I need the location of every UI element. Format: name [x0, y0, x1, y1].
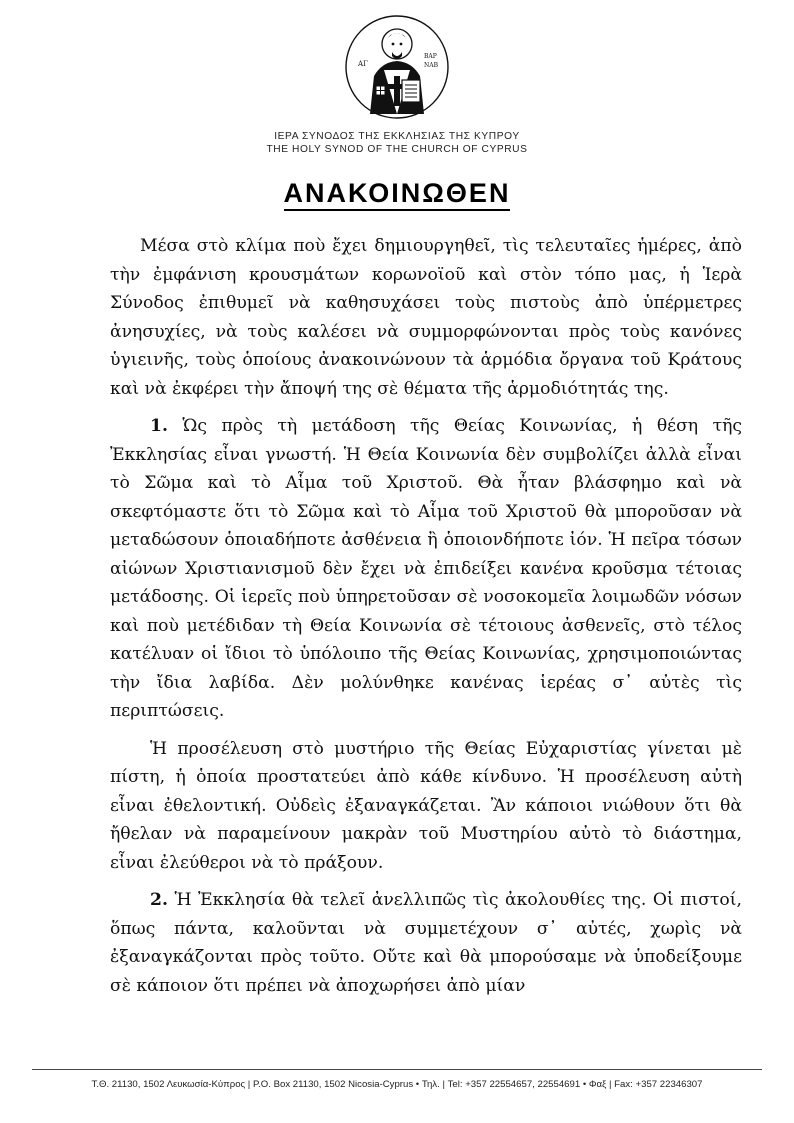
svg-text:ΑΓ: ΑΓ — [358, 60, 368, 68]
paragraph-2 — [110, 886, 742, 1000]
svg-text:ΒΑΡ: ΒΑΡ — [424, 53, 437, 60]
footer-divider — [32, 1069, 762, 1070]
saint-icon-seal — [344, 14, 450, 120]
paragraph-1 — [110, 412, 742, 726]
footer-contact: Τ.Θ. 21130, 1502 Λευκωσία-Κύπρος | P.O. Box 21130, 1502 Nicosia-Cyprus • Τηλ. | Tel: +357 22554657, 22554691 • Φαξ | Fax: +357 22346307 — [91, 1079, 703, 1090]
paragraph-2-text: Ἡ Ἐκκλησία θὰ τελεῖ ἀνελλιπῶς τὶς ἀκολουθίες της. Οἱ πιστοί, ὅπως πάντα, καλοῦνται νὰ συμμετέχουν σ᾽ αὐτές, χωρὶς νὰ ἐξαναγκάζονται πρὸς τοῦτο. Οὔτε καὶ θὰ μπορούσαμε νὰ ὑποδείξουμε σὲ κάποιον ὅτι πρέπει νὰ ἀποχωρήσει ἀπὸ μίαν — [110, 890, 742, 996]
document-body — [110, 232, 742, 1009]
paragraph-1-number: 1. — [150, 416, 168, 436]
paragraph-2-number: 2. — [150, 890, 168, 910]
svg-text:ΝΑΒ: ΝΑΒ — [424, 62, 438, 69]
org-name-greek: ΙΕΡΑ ΣΥΝΟΔΟΣ ΤΗΣ ΕΚΚΛΗΣΙΑΣ ΤΗΣ ΚΥΠΡΟΥ — [274, 131, 520, 142]
paragraph-1b: Ἡ προσέλευση στὸ μυστήριο τῆς Θείας Εὐχαριστίας γίνεται μὲ πίστη, ἡ ὁποία προστατεύει ἀπὸ κάθε κίνδυνο. Ἡ προσέλευση αὐτὴ εἶναι ἐθελοντική. Οὐδεὶς ἐξαναγκάζεται. Ἂν κάποιοι νιώθουν ὅτι θὰ ἤθελαν νὰ παραμείνουν μακρὰν τοῦ Μυστηρίου αὐτὸ τὸ διάστημα, εἶναι ἐλεύθεροι νὰ τὸ πράξουν. — [110, 738, 742, 873]
paragraph-intro: Μέσα στὸ κλίμα ποὺ ἔχει δημιουργηθεῖ, τὶς τελευταῖες ἡμέρες, ἀπὸ τὴν ἐμφάνιση κρουσμάτων κορωνοϊοῦ καὶ στὸν τόπο μας, ἡ Ἱερὰ Σύνοδος ἐπιθυμεῖ νὰ καθησυχάσει τοὺς πιστοὺς ἀπὸ ὑπέρμετρες ἀνησυχίες, νὰ τοὺς καλέσει νὰ συμμορφώνονται πρὸς τοὺς κανόνες ὑγιεινῆς, τοὺς ὁποίους ἀνακοινώνουν τὰ ἁρμόδια ὄργανα τοῦ Κράτους καὶ νὰ ἐκφέρει τὴν ἄποψή της σὲ θέματα τῆς ἁρμοδιότητάς της. — [110, 236, 742, 399]
letterhead — [0, 14, 794, 156]
paragraph-1-text: Ὡς πρὸς τὴ μετάδοση τῆς Θείας Κοινωνίας, ἡ θέση τῆς Ἐκκλησίας εἶναι γνωστή. Ἡ Θεία Κοινωνία δὲν συμβολίζει ἀλλὰ εἶναι τὸ Σῶμα καὶ τὸ Αἷμα τοῦ Χριστοῦ. Θὰ ἦταν βλάσφημο καὶ νὰ σκεφτόμαστε ὅτι τὸ Σῶμα καὶ τὸ Αἷμα τοῦ Χριστοῦ θὰ μποροῦσαν νὰ μεταδώσουν ὁποιαδήποτε ἀσθένεια ἢ ὁποιονδήποτε ἰόν. Ἡ πεῖρα τόσων αἰώνων Χριστιανισμοῦ δὲν ἔχει νὰ ἐπιδείξει κανένα κροῦσμα τέτοιας μετάδοσης. Οἱ ἱερεῖς ποὺ ὑπηρετοῦσαν σὲ νοσοκομεῖα λοιμωδῶν νόσων καὶ ποὺ μετέδιδαν τὴ Θεία Κοινωνία σὲ τέτοιους ἀσθενεῖς, στὸ τέλος κατέλυαν οἱ ἴδιοι τὸ ὑπόλοιπο τῆς Θείας Κοινωνίας, χρησιμοποιώντας τὴν ἴδια λαβίδα. Δὲν μολύνθηκε κανένας ἱερέας σ᾽ αὐτὲς τὶς περιπτώσεις. — [110, 416, 742, 721]
document-title: ΑΝΑΚΟΙΝΩΘΕΝ — [0, 178, 794, 209]
org-name-english: THE HOLY SYNOD OF THE CHURCH OF CYPRUS — [266, 144, 528, 155]
